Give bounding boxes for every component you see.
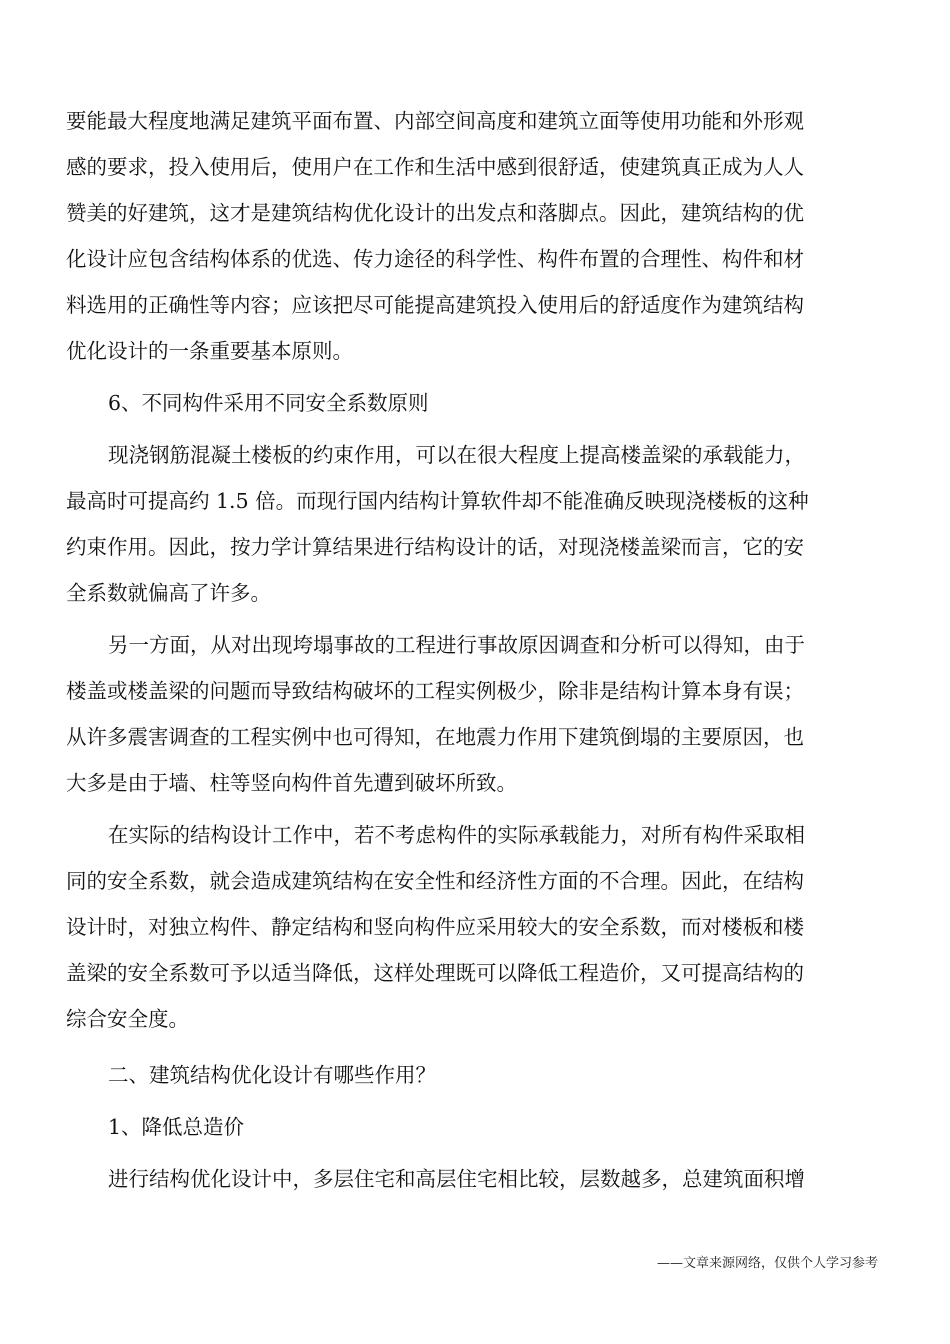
subsection-heading-reduce-cost — [66, 1104, 878, 1150]
paragraph-line: 综合安全度。 — [66, 1007, 189, 1031]
paragraph-line: 进行结构优化设计中，多层住宅和高层住宅相比较，层数越多，总建筑面积增 — [108, 1167, 805, 1191]
paragraph-line: 大多是由于墙、柱等竖向构件首先遭到破坏所致。 — [66, 771, 517, 795]
document-body — [66, 98, 878, 1202]
paragraph-line: 在实际的结构设计工作中，若不考虑构件的实际承载能力，对所有构件采取相 — [108, 823, 805, 847]
paragraph-line: 料选用的正确性等内容；应该把尽可能提高建筑投入使用后的舒适度作为建筑结构 — [66, 293, 804, 317]
paragraph-line: 楼盖或楼盖梁的问题而导致结构破坏的工程实例极少，除非是结构计算本身有误； — [66, 679, 804, 703]
paragraph-collapse-analysis — [66, 622, 878, 806]
paragraph-design-practice — [66, 812, 878, 1042]
paragraph-comfort-principle — [66, 98, 878, 374]
paragraph-line: 要能最大程度地满足建筑平面布置、内部空间高度和建筑立面等使用功能和外形观 — [66, 109, 804, 133]
source-note: ——文章来源网络，仅供个人学习参考 — [656, 1256, 878, 1271]
paragraph-line: 另一方面，从对出现垮塌事故的工程进行事故原因调查和分析可以得知，由于 — [108, 633, 805, 657]
paragraph-slab-restraint — [66, 432, 878, 616]
paragraph-line: 从许多震害调查的工程实例中也可得知，在地震力作用下建筑倒塌的主要原因，也 — [66, 725, 804, 749]
heading-line: 6、不同构件采用不同安全系数原则 — [108, 391, 429, 415]
paragraph-line: 现浇钢筋混凝土楼板的约束作用，可以在很大程度上提高楼盖梁的承载能力， — [108, 443, 805, 467]
paragraph-line: 约束作用。因此，按力学计算结果进行结构设计的话，对现浇楼盖梁而言，它的安 — [66, 535, 804, 559]
paragraph-cost-comparison — [66, 1156, 878, 1202]
paragraph-line: 赞美的好建筑，这才是建筑结构优化设计的出发点和落脚点。因此，建筑结构的优 — [66, 201, 804, 225]
section-heading-optimization-role — [66, 1052, 878, 1098]
section-heading-safety-factor — [66, 380, 878, 426]
paragraph-line: 感的要求，投入使用后，使用户在工作和生活中感到很舒适，使建筑真正成为人人 — [66, 155, 804, 179]
paragraph-line: 化设计应包含结构体系的优选、传力途径的科学性、构件布置的合理性、构件和材 — [66, 247, 804, 271]
paragraph-line: 优化设计的一条重要基本原则。 — [66, 339, 353, 363]
paragraph-line: 全系数就偏高了许多。 — [66, 581, 271, 605]
paragraph-line: 同的安全系数，就会造成建筑结构在安全性和经济性方面的不合理。因此，在结构 — [66, 869, 804, 893]
paragraph-line: 盖梁的安全系数可予以适当降低，这样处理既可以降低工程造价，又可提高结构的 — [66, 961, 804, 985]
paragraph-line: 最高时可提高约 1.5 倍。而现行国内结构计算软件却不能准确反映现浇楼板的这种 — [66, 489, 809, 513]
paragraph-line: 设计时，对独立构件、静定结构和竖向构件应采用较大的安全系数，而对楼板和楼 — [66, 915, 804, 939]
heading-line: 二、建筑结构优化设计有哪些作用？ — [108, 1063, 436, 1087]
heading-line: 1、降低总造价 — [108, 1115, 245, 1139]
